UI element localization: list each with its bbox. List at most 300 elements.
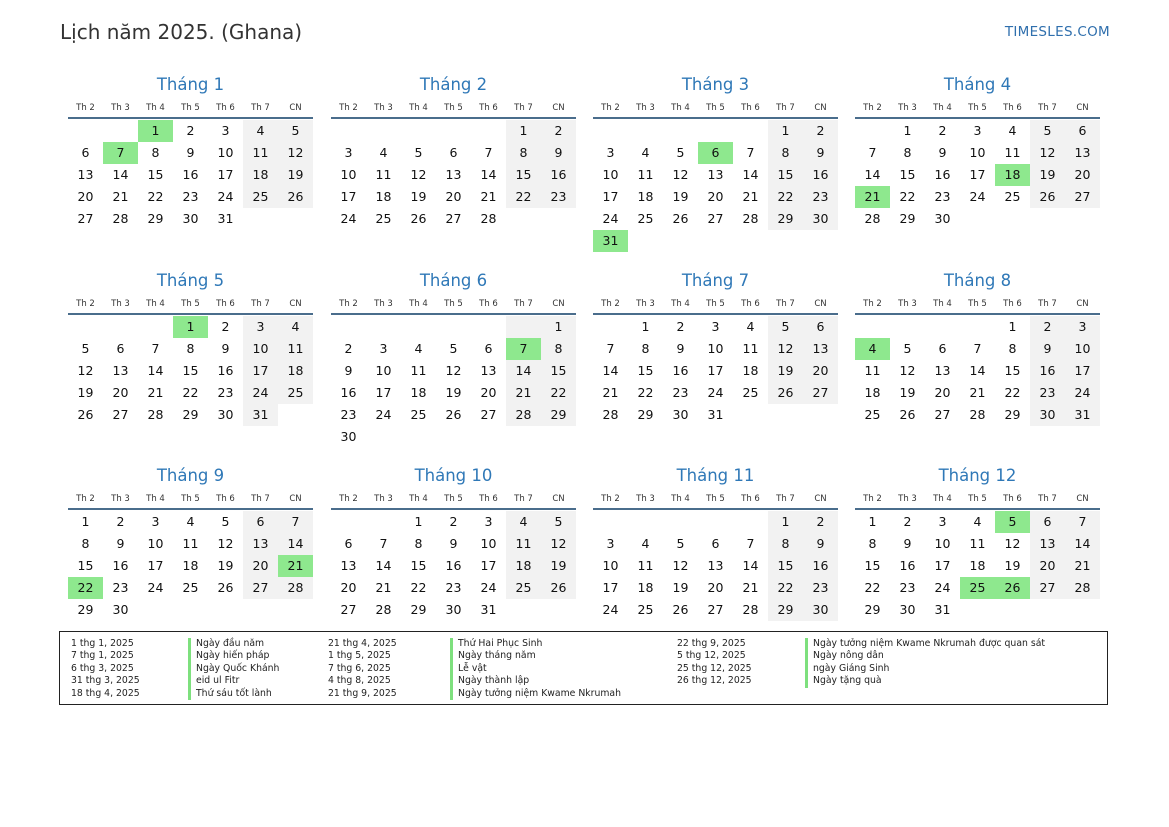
weekday-label: Th 6 <box>216 103 235 113</box>
day-cell: 14 <box>742 167 759 182</box>
day-cell: 16 <box>217 363 234 378</box>
weekday-label: Th 3 <box>636 299 655 309</box>
day-grid <box>855 511 1100 621</box>
day-cell: 26 <box>410 211 427 226</box>
day-cell: 29 <box>147 211 164 226</box>
day-cell: 28 <box>864 211 881 226</box>
day-cell: 8 <box>641 341 650 356</box>
day-cell: 20 <box>707 580 724 595</box>
weekday-header <box>593 491 838 510</box>
day-cell: 25 <box>864 407 881 422</box>
day-cell: 22 <box>768 186 803 208</box>
legend-date: 4 thg 8, 2025 <box>328 675 391 687</box>
day-cell: 28 <box>969 407 986 422</box>
empty-cell <box>366 316 401 338</box>
day-cell: 7 <box>151 341 160 356</box>
day-cell: 5 <box>768 316 803 338</box>
empty-cell <box>995 599 1030 621</box>
legend-date: 22 thg 9, 2025 <box>677 638 746 649</box>
weekday-label: CN <box>552 494 565 504</box>
weekday-label: Th 2 <box>339 103 358 113</box>
day-cell: 20 <box>1030 555 1065 577</box>
empty-cell <box>768 230 803 252</box>
day-cell: 30 <box>1030 404 1065 426</box>
holiday-day-cell: 5 <box>995 511 1030 533</box>
weekday-label: Th 3 <box>111 103 130 113</box>
day-cell: 25 <box>637 211 654 226</box>
day-cell: 18 <box>278 360 313 382</box>
empty-cell <box>960 316 995 338</box>
day-cell: 14 <box>480 167 497 182</box>
day-cell: 16 <box>182 167 199 182</box>
holiday-day-cell: 7 <box>506 338 541 360</box>
day-cell: 22 <box>506 186 541 208</box>
day-cell: 23 <box>445 580 462 595</box>
day-cell: 21 <box>742 189 759 204</box>
day-cell: 23 <box>899 580 916 595</box>
weekday-label: Th 2 <box>339 299 358 309</box>
legend-date: 26 thg 12, 2025 <box>677 675 752 687</box>
day-cell: 1 <box>506 120 541 142</box>
day-cell: 19 <box>541 555 576 577</box>
month-5 <box>68 270 313 426</box>
weekday-label: Th 6 <box>1003 494 1022 504</box>
legend-date: 21 thg 9, 2025 <box>328 687 397 699</box>
day-cell: 7 <box>973 341 982 356</box>
weekday-label: Th 5 <box>706 103 725 113</box>
empty-cell <box>243 208 278 230</box>
day-cell: 2 <box>221 319 230 334</box>
day-cell: 8 <box>506 142 541 164</box>
day-cell: 6 <box>116 341 125 356</box>
day-cell: 27 <box>112 407 129 422</box>
day-cell: 15 <box>768 164 803 186</box>
weekday-label: Th 4 <box>409 494 428 504</box>
legend-holiday-name: Ngày tưởng niệm Kwame Nkrumah được quan sát <box>805 638 1045 650</box>
day-cell: 27 <box>445 211 462 226</box>
day-cell: 16 <box>803 164 838 186</box>
day-cell: 13 <box>480 363 497 378</box>
day-cell: 16 <box>445 558 462 573</box>
day-cell: 13 <box>445 167 462 182</box>
day-cell: 25 <box>742 385 759 400</box>
day-cell: 26 <box>768 382 803 404</box>
weekday-label: Th 5 <box>181 103 200 113</box>
holiday-day-cell: 31 <box>593 230 628 252</box>
weekday-label: Th 6 <box>1003 103 1022 113</box>
day-cell: 1 <box>868 514 877 529</box>
day-cell: 20 <box>340 580 357 595</box>
day-cell: 4 <box>746 319 755 334</box>
day-cell: 26 <box>672 602 689 617</box>
day-cell: 6 <box>938 341 947 356</box>
day-cell: 12 <box>445 363 462 378</box>
day-cell: 10 <box>707 341 724 356</box>
day-cell: 2 <box>344 341 353 356</box>
day-cell: 30 <box>899 602 916 617</box>
day-cell: 13 <box>77 167 94 182</box>
day-cell: 2 <box>803 120 838 142</box>
day-cell: 30 <box>672 407 689 422</box>
legend-holiday-name: Ngày tưởng niệm Kwame Nkrumah <box>450 688 621 700</box>
weekday-header <box>68 100 313 119</box>
holiday-day-cell: 22 <box>68 577 103 599</box>
day-cell: 9 <box>221 341 230 356</box>
weekday-header <box>855 100 1100 119</box>
day-cell: 30 <box>803 599 838 621</box>
day-cell: 29 <box>864 602 881 617</box>
weekday-label: Th 3 <box>111 494 130 504</box>
day-cell: 16 <box>340 385 357 400</box>
empty-cell <box>803 404 838 426</box>
day-cell: 13 <box>112 363 129 378</box>
day-cell: 17 <box>1065 360 1100 382</box>
weekday-label: Th 2 <box>863 299 882 309</box>
day-cell: 23 <box>803 577 838 599</box>
day-cell: 9 <box>676 341 685 356</box>
day-cell: 24 <box>1065 382 1100 404</box>
day-cell: 25 <box>243 186 278 208</box>
day-cell: 1 <box>81 514 90 529</box>
legend-names-col-2 <box>450 638 621 700</box>
day-cell: 17 <box>602 580 619 595</box>
day-cell: 18 <box>375 189 392 204</box>
day-cell: 31 <box>480 602 497 617</box>
weekday-label: Th 6 <box>741 103 760 113</box>
day-cell: 3 <box>151 514 160 529</box>
day-cell: 10 <box>602 558 619 573</box>
day-cell: 26 <box>1030 186 1065 208</box>
day-cell: 31 <box>243 404 278 426</box>
day-cell: 1 <box>541 316 576 338</box>
empty-cell <box>208 599 243 621</box>
legend-date: 6 thg 3, 2025 <box>71 662 134 674</box>
day-cell: 30 <box>182 211 199 226</box>
day-cell: 23 <box>217 385 234 400</box>
legend-dates-col-3 <box>677 638 752 688</box>
month-7 <box>593 270 838 426</box>
day-cell: 26 <box>77 407 94 422</box>
day-cell: 9 <box>449 536 458 551</box>
day-cell: 16 <box>934 167 951 182</box>
legend-date: 31 thg 3, 2025 <box>71 675 140 687</box>
day-cell: 21 <box>602 385 619 400</box>
empty-cell <box>890 316 925 338</box>
day-cell: 3 <box>711 319 720 334</box>
day-cell: 29 <box>77 602 94 617</box>
holiday-day-cell: 7 <box>103 142 138 164</box>
empty-cell <box>138 316 173 338</box>
day-cell: 17 <box>147 558 164 573</box>
day-cell: 14 <box>506 360 541 382</box>
day-cell: 10 <box>480 536 497 551</box>
weekday-label: Th 3 <box>636 103 655 113</box>
weekday-label: Th 4 <box>409 299 428 309</box>
day-cell: 31 <box>707 407 724 422</box>
day-cell: 26 <box>445 407 462 422</box>
day-cell: 2 <box>803 511 838 533</box>
day-grid <box>68 316 313 426</box>
weekday-header <box>593 100 838 119</box>
empty-cell <box>1030 599 1065 621</box>
holiday-day-cell: 1 <box>173 316 208 338</box>
empty-cell <box>960 599 995 621</box>
day-cell: 11 <box>506 533 541 555</box>
day-cell: 30 <box>217 407 234 422</box>
day-cell: 5 <box>81 341 90 356</box>
day-cell: 14 <box>112 167 129 182</box>
day-cell: 13 <box>1030 533 1065 555</box>
day-cell: 7 <box>746 536 755 551</box>
weekday-header <box>68 296 313 315</box>
empty-cell <box>331 511 366 533</box>
day-cell: 13 <box>1065 142 1100 164</box>
weekday-header <box>855 491 1100 510</box>
weekday-label: Th 2 <box>601 103 620 113</box>
month-9 <box>68 465 313 621</box>
month-title: Tháng 5 <box>156 271 225 290</box>
month-title: Tháng 4 <box>943 75 1012 94</box>
day-cell: 8 <box>768 142 803 164</box>
day-cell: 7 <box>868 145 877 160</box>
day-cell: 25 <box>410 407 427 422</box>
empty-cell <box>68 120 103 142</box>
day-cell: 2 <box>1030 316 1065 338</box>
day-cell: 9 <box>344 363 353 378</box>
day-grid <box>593 120 838 252</box>
day-cell: 17 <box>602 189 619 204</box>
day-cell: 8 <box>868 536 877 551</box>
weekday-label: Th 2 <box>76 299 95 309</box>
legend-date: 1 thg 1, 2025 <box>71 638 134 649</box>
day-grid <box>331 120 576 230</box>
month-title: Tháng 6 <box>419 271 488 290</box>
weekday-label: Th 4 <box>671 494 690 504</box>
day-cell: 14 <box>742 558 759 573</box>
day-cell: 13 <box>803 338 838 360</box>
day-cell: 1 <box>903 123 912 138</box>
day-cell: 11 <box>864 363 881 378</box>
day-cell: 6 <box>484 341 493 356</box>
day-cell: 2 <box>541 120 576 142</box>
empty-cell <box>628 120 663 142</box>
day-grid <box>68 511 313 621</box>
day-cell: 24 <box>340 211 357 226</box>
day-cell: 5 <box>676 536 685 551</box>
day-grid <box>855 120 1100 230</box>
day-cell: 5 <box>414 145 423 160</box>
weekday-label: Th 5 <box>181 494 200 504</box>
day-cell: 18 <box>243 164 278 186</box>
day-cell: 14 <box>864 167 881 182</box>
weekday-label: CN <box>814 103 827 113</box>
day-cell: 12 <box>541 533 576 555</box>
empty-cell <box>1065 208 1100 230</box>
empty-cell <box>366 511 401 533</box>
day-cell: 27 <box>1030 577 1065 599</box>
weekday-header <box>331 491 576 510</box>
day-cell: 27 <box>480 407 497 422</box>
weekday-label: Th 4 <box>146 103 165 113</box>
day-cell: 6 <box>1030 511 1065 533</box>
day-cell: 28 <box>1065 577 1100 599</box>
legend-holiday-name: Ngày tặng quà <box>805 675 1045 687</box>
empty-cell <box>733 404 768 426</box>
day-cell: 9 <box>938 145 947 160</box>
day-cell: 4 <box>278 316 313 338</box>
day-cell: 14 <box>602 363 619 378</box>
month-8 <box>855 270 1100 426</box>
day-cell: 9 <box>116 536 125 551</box>
weekday-label: Th 7 <box>251 299 270 309</box>
day-cell: 15 <box>541 360 576 382</box>
legend-date: 7 thg 6, 2025 <box>328 662 391 674</box>
day-cell: 1 <box>768 511 803 533</box>
month-4 <box>855 74 1100 230</box>
day-cell: 17 <box>707 363 724 378</box>
empty-cell <box>506 208 541 230</box>
day-cell: 19 <box>217 558 234 573</box>
weekday-label: Th 6 <box>741 299 760 309</box>
day-cell: 16 <box>112 558 129 573</box>
day-cell: 14 <box>1065 533 1100 555</box>
day-cell: 10 <box>243 338 278 360</box>
weekday-header <box>593 296 838 315</box>
day-cell: 2 <box>186 123 195 138</box>
empty-cell <box>506 599 541 621</box>
month-title: Tháng 9 <box>156 466 225 485</box>
empty-cell <box>401 426 436 448</box>
day-cell: 4 <box>379 145 388 160</box>
day-cell: 15 <box>182 363 199 378</box>
empty-cell <box>925 316 960 338</box>
weekday-label: Th 3 <box>898 299 917 309</box>
weekday-label: CN <box>289 299 302 309</box>
day-cell: 1 <box>768 120 803 142</box>
empty-cell <box>103 316 138 338</box>
weekday-label: Th 2 <box>601 494 620 504</box>
weekday-label: Th 3 <box>111 299 130 309</box>
day-cell: 30 <box>445 602 462 617</box>
empty-cell <box>733 120 768 142</box>
day-cell: 3 <box>1065 316 1100 338</box>
legend-holiday-name: ngày Giáng Sinh <box>805 663 1045 675</box>
day-cell: 3 <box>344 145 353 160</box>
weekday-label: Th 3 <box>898 494 917 504</box>
weekday-label: CN <box>289 494 302 504</box>
day-cell: 24 <box>217 189 234 204</box>
day-cell: 23 <box>340 407 357 422</box>
weekday-label: Th 7 <box>776 299 795 309</box>
holiday-day-cell: 4 <box>855 338 890 360</box>
site-link[interactable]: TIMESLES.COM <box>1004 24 1110 40</box>
month-3 <box>593 74 838 252</box>
day-cell: 16 <box>541 164 576 186</box>
day-cell: 24 <box>147 580 164 595</box>
day-cell: 3 <box>221 123 230 138</box>
day-cell: 4 <box>1008 123 1017 138</box>
day-cell: 22 <box>899 189 916 204</box>
weekday-header <box>331 100 576 119</box>
day-cell: 5 <box>1030 120 1065 142</box>
weekday-label: Th 2 <box>76 494 95 504</box>
day-cell: 22 <box>182 385 199 400</box>
day-cell: 28 <box>602 407 619 422</box>
day-cell: 11 <box>1004 145 1021 160</box>
day-cell: 14 <box>278 533 313 555</box>
day-cell: 29 <box>182 407 199 422</box>
empty-cell <box>995 208 1030 230</box>
day-cell: 29 <box>768 599 803 621</box>
day-cell: 21 <box>969 385 986 400</box>
weekday-label: Th 6 <box>479 494 498 504</box>
day-cell: 17 <box>934 558 951 573</box>
day-cell: 21 <box>112 189 129 204</box>
day-cell: 18 <box>864 385 881 400</box>
weekday-header <box>331 296 576 315</box>
day-cell: 18 <box>410 385 427 400</box>
day-cell: 16 <box>672 363 689 378</box>
weekday-label: Th 7 <box>514 103 533 113</box>
day-cell: 11 <box>243 142 278 164</box>
day-grid <box>593 316 838 426</box>
month-title: Tháng 1 <box>156 75 225 94</box>
day-cell: 13 <box>707 558 724 573</box>
day-cell: 23 <box>112 580 129 595</box>
day-cell: 27 <box>1065 186 1100 208</box>
day-cell: 26 <box>899 407 916 422</box>
day-cell: 20 <box>112 385 129 400</box>
weekday-label: Th 5 <box>444 494 463 504</box>
day-cell: 22 <box>541 382 576 404</box>
day-cell: 6 <box>711 536 720 551</box>
day-cell: 11 <box>375 167 392 182</box>
day-cell: 19 <box>672 189 689 204</box>
legend-holiday-name: Ngày đầu năm <box>188 638 279 650</box>
day-cell: 4 <box>641 536 650 551</box>
day-cell: 15 <box>410 558 427 573</box>
day-cell: 27 <box>803 382 838 404</box>
empty-cell <box>855 316 890 338</box>
day-cell: 4 <box>641 145 650 160</box>
weekday-label: CN <box>1076 494 1089 504</box>
day-cell: 28 <box>278 577 313 599</box>
legend-holiday-name: Ngày tháng năm <box>450 650 621 662</box>
day-cell: 23 <box>803 186 838 208</box>
day-cell: 29 <box>768 208 803 230</box>
day-cell: 6 <box>449 145 458 160</box>
day-cell: 24 <box>480 580 497 595</box>
day-cell: 29 <box>1004 407 1021 422</box>
empty-cell <box>593 511 628 533</box>
empty-cell <box>243 599 278 621</box>
legend-holiday-name: Thứ Hai Phục Sinh <box>450 638 621 650</box>
day-cell: 27 <box>77 211 94 226</box>
day-cell: 20 <box>934 385 951 400</box>
day-cell: 30 <box>340 429 357 444</box>
weekday-label: Th 7 <box>514 494 533 504</box>
day-cell: 21 <box>1065 555 1100 577</box>
day-cell: 24 <box>969 189 986 204</box>
day-cell: 11 <box>278 338 313 360</box>
day-cell: 25 <box>506 577 541 599</box>
day-cell: 21 <box>480 189 497 204</box>
empty-cell <box>68 316 103 338</box>
day-cell: 27 <box>707 602 724 617</box>
day-cell: 1 <box>641 319 650 334</box>
day-cell: 23 <box>182 189 199 204</box>
day-cell: 30 <box>934 211 951 226</box>
